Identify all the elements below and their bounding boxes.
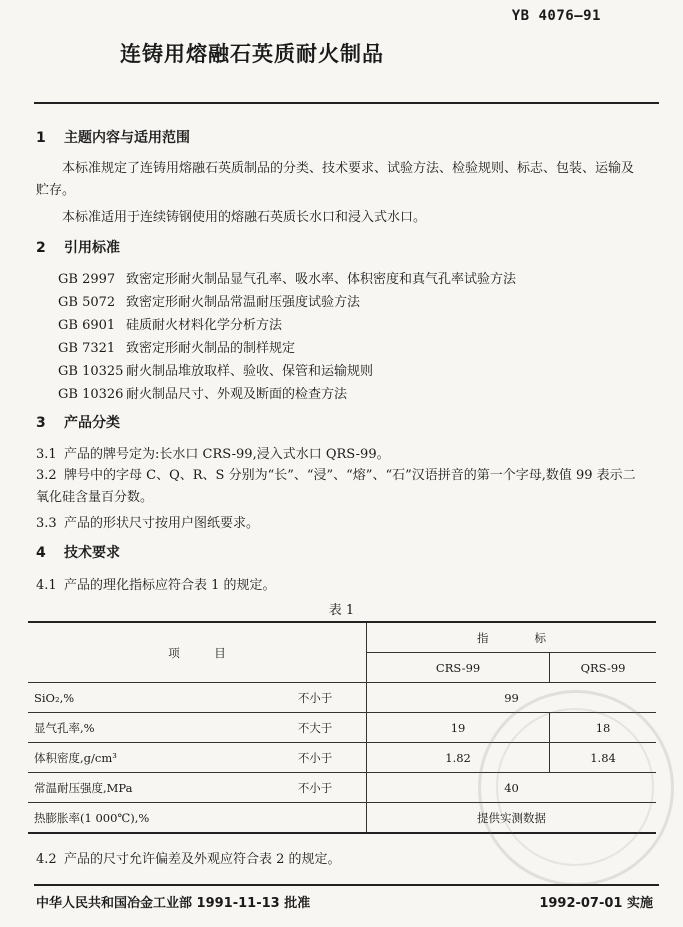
approval-line: 中华人民共和国冶金工业部 1991-11-13 批准 <box>36 896 311 911</box>
clause-text: 产品的理化指标应符合表 1 的规定。 <box>64 578 276 593</box>
header-item-label: 项 目 <box>168 645 226 660</box>
section-4-number: 4 <box>36 545 46 561</box>
clause-text: 牌号中的字母 C、Q、R、S 分别为“长”、“浸”、“熔”、“石”汉语拼音的第一个字母,数值 99 表示二氧化硅含量百分数。 <box>36 468 636 505</box>
section-1-paragraph-2: 本标准适用于连续铸钢使用的熔融石英质长水口和浸入式水口。 <box>62 210 427 225</box>
clause-number: 4.2 <box>36 852 57 867</box>
clause-text: 产品的形状尺寸按用户图纸要求。 <box>64 516 260 531</box>
effective-date: 1992-07-01 实施 <box>539 896 653 911</box>
section-2-title: 引用标准 <box>64 240 120 256</box>
row-condition: 不小于 <box>264 683 367 713</box>
row-value-merged: 提供实测数据 <box>367 803 656 834</box>
clause-4-2 <box>36 848 341 867</box>
reference-item <box>58 383 347 402</box>
section-2-heading <box>36 237 120 257</box>
reference-title: 耐火制品尺寸、外观及断面的检查方法 <box>126 387 348 402</box>
row-value-a: 19 <box>367 713 550 743</box>
row-item: 体积密度,g/cm³ <box>28 743 264 773</box>
row-value-merged: 40 <box>367 773 656 803</box>
document-title: 连铸用熔融石英质耐火制品 <box>120 42 384 66</box>
table-caption: 表 1 <box>328 603 355 618</box>
section-1-paragraph-1: 本标准规定了连铸用熔融石英质制品的分类、技术要求、试验方法、检验规则、标志、包装、运输及贮存。 <box>36 161 635 198</box>
row-value-b: 1.84 <box>550 743 656 773</box>
row-value-merged: 99 <box>367 683 656 713</box>
clause-text: 产品的尺寸允许偏差及外观应符合表 2 的规定。 <box>64 852 341 867</box>
header-index-label: 指 标 <box>477 630 547 645</box>
section-4-heading <box>36 542 120 562</box>
row-condition <box>264 803 367 834</box>
section-3-heading <box>36 412 120 432</box>
clause-3-1 <box>36 443 390 462</box>
row-condition: 不小于 <box>264 743 367 773</box>
reference-item <box>58 337 295 356</box>
clause-number: 3.1 <box>36 447 57 462</box>
reference-code: GB 2997 <box>58 272 116 287</box>
row-condition: 不小于 <box>264 773 367 803</box>
reference-item <box>58 291 360 310</box>
reference-code: GB 6901 <box>58 318 116 333</box>
section-3-number: 3 <box>36 415 46 431</box>
faint-stamp-ring <box>496 708 654 866</box>
reference-code: GB 7321 <box>58 341 116 356</box>
section-1-heading <box>36 127 190 147</box>
reference-code: GB 10325 <box>58 364 124 379</box>
reference-title: 致密定形耐火制品显气孔率、吸水率、体积密度和真气孔率试验方法 <box>126 272 517 287</box>
clause-3-3 <box>36 512 259 531</box>
header-col-b: QRS-99 <box>550 653 656 683</box>
section-1-title: 主题内容与适用范围 <box>64 130 190 146</box>
row-item: 显气孔率,% <box>28 713 264 743</box>
reference-item <box>58 268 516 287</box>
row-item: 热膨胀率(1 000℃),% <box>28 803 264 834</box>
row-value-b: 18 <box>550 713 656 743</box>
reference-title: 致密定形耐火制品常温耐压强度试验方法 <box>126 295 361 310</box>
row-item: 常温耐压强度,MPa <box>28 773 264 803</box>
header-col-a: CRS-99 <box>367 653 550 683</box>
clause-3-2 <box>36 465 641 509</box>
section-1-number: 1 <box>36 130 46 146</box>
reference-title: 耐火制品堆放取样、验收、保管和运输规则 <box>126 364 374 379</box>
row-condition: 不大于 <box>264 713 367 743</box>
reference-title: 致密定形耐火制品的制样规定 <box>126 341 296 356</box>
reference-code: GB 5072 <box>58 295 116 310</box>
section-4-title: 技术要求 <box>64 545 120 561</box>
reference-item <box>58 360 373 379</box>
header-rule <box>34 102 659 104</box>
header-index-cell <box>367 622 656 653</box>
section-2-number: 2 <box>36 240 46 256</box>
reference-title: 硅质耐火材料化学分析方法 <box>126 318 283 333</box>
header-item-cell <box>28 622 367 683</box>
clause-number: 3.2 <box>36 468 57 483</box>
reference-code: GB 10326 <box>58 387 124 402</box>
section-3-title: 产品分类 <box>64 415 120 431</box>
standard-number: YB 4076—91 <box>511 8 601 24</box>
row-item: SiO₂,% <box>28 683 264 713</box>
clause-number: 4.1 <box>36 578 57 593</box>
table-header-row <box>28 622 656 653</box>
clause-4-1 <box>36 574 276 593</box>
row-value-a: 1.82 <box>367 743 550 773</box>
clause-number: 3.3 <box>36 516 57 531</box>
footer-rule <box>34 884 659 886</box>
reference-item <box>58 314 282 333</box>
clause-text: 产品的牌号定为:长水口 CRS-99,浸入式水口 QRS-99。 <box>64 447 390 462</box>
